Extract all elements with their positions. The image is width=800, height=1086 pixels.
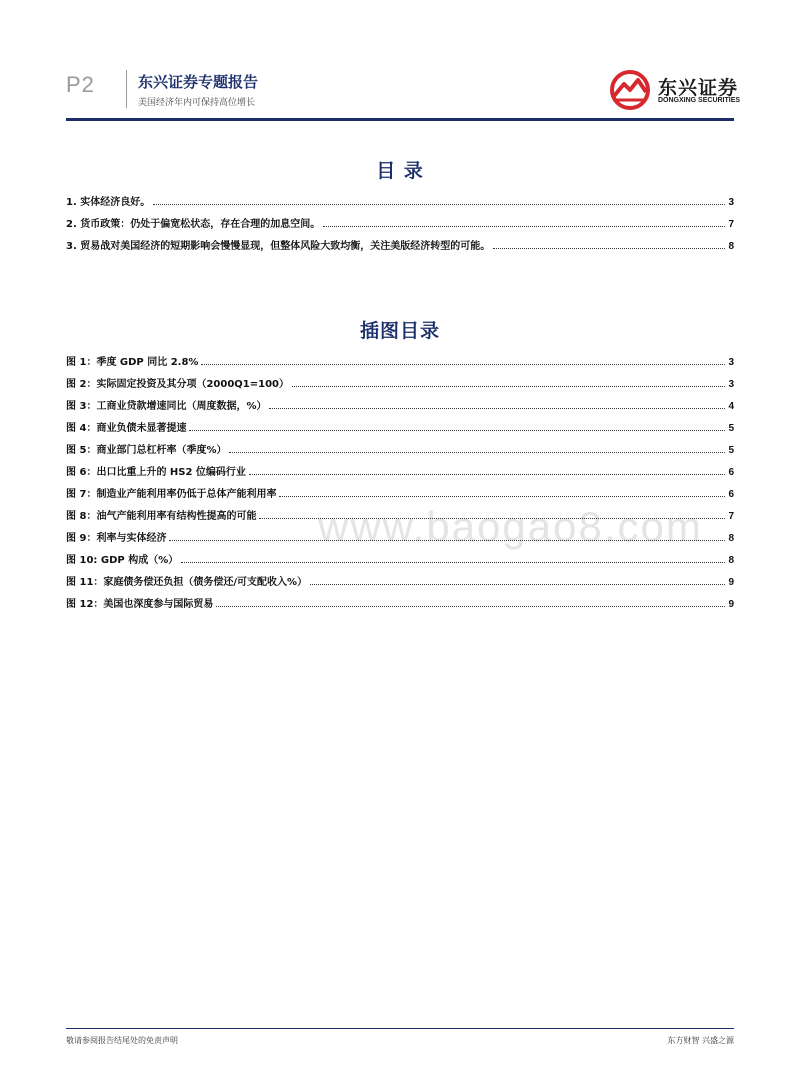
figure-item-page: 8 xyxy=(728,555,734,566)
figure-item[interactable] xyxy=(66,544,734,566)
figure-item-text: 图 11：家庭债务偿还负担（债务偿还/可支配收入%） xyxy=(66,577,308,588)
footer-slogan: 东方财智 兴盛之源 xyxy=(667,1036,734,1045)
figure-item-page: 5 xyxy=(728,423,734,434)
toc-item-text: 3. 贸易战对美国经济的短期影响会慢慢显现，但整体风险大致均衡，关注美版经济转型的可能。 xyxy=(66,241,491,252)
toc-item-text: 1. 实体经济良好。 xyxy=(66,197,151,208)
toc-leader xyxy=(279,496,725,497)
toc-leader xyxy=(249,474,726,475)
figure-item-text: 图 4：商业负债未显著提速 xyxy=(66,423,187,434)
figure-item-page: 3 xyxy=(728,379,734,390)
figures-list xyxy=(66,346,734,610)
toc-leader xyxy=(292,386,725,387)
company-logo xyxy=(608,70,741,110)
figure-item[interactable] xyxy=(66,390,734,412)
figure-item[interactable] xyxy=(66,456,734,478)
toc-item-page: 8 xyxy=(728,241,734,252)
report-subtitle: 美国经济年内可保持高位增长 xyxy=(138,98,256,108)
toc-leader xyxy=(201,364,725,365)
figure-item-page: 7 xyxy=(728,511,734,522)
page-header xyxy=(0,0,800,125)
logo-mark-icon xyxy=(608,70,652,110)
header-divider xyxy=(126,70,127,108)
toc-leader xyxy=(181,562,725,563)
toc-leader xyxy=(189,430,725,431)
toc-leader xyxy=(269,408,725,409)
figure-item-page: 8 xyxy=(728,533,734,544)
figure-item-text: 图 3：工商业贷款增速同比（周度数据，%） xyxy=(66,401,267,412)
figure-item[interactable] xyxy=(66,500,734,522)
toc-leader xyxy=(153,204,725,205)
figure-item-text: 图 12：美国也深度参与国际贸易 xyxy=(66,599,214,610)
toc-leader xyxy=(323,226,725,227)
figure-item[interactable] xyxy=(66,434,734,456)
toc-leader xyxy=(229,452,725,453)
figure-item-text: 图 10: GDP 构成（%） xyxy=(66,555,179,566)
figures-title: 插图目录 xyxy=(359,320,440,342)
toc-leader xyxy=(216,606,725,607)
toc-item-page: 7 xyxy=(728,219,734,230)
toc-item-page: 3 xyxy=(728,197,734,208)
figure-item[interactable] xyxy=(66,588,734,610)
page-number: P2 xyxy=(66,72,95,97)
toc-item-text: 2. 货币政策：仍处于偏宽松状态，存在合理的加息空间。 xyxy=(66,219,321,230)
toc-item[interactable] xyxy=(66,230,734,252)
figure-item-page: 3 xyxy=(728,357,734,368)
toc-leader xyxy=(493,248,725,249)
figure-item-page: 4 xyxy=(728,401,734,412)
toc-leader xyxy=(259,518,725,519)
figure-item-text: 图 8：油气产能利用率有结构性提高的可能 xyxy=(66,511,257,522)
footer-disclaimer: 敬请参阅报告结尾处的免责声明 xyxy=(66,1036,178,1045)
figure-item-text: 图 6：出口比重上升的 HS2 位编码行业 xyxy=(66,467,246,478)
logo-text-en: DONGXING SECURITIES xyxy=(658,97,741,104)
figure-item[interactable] xyxy=(66,346,734,368)
toc-leader xyxy=(169,540,725,541)
figure-item[interactable] xyxy=(66,566,734,588)
figure-item-page: 6 xyxy=(728,489,734,500)
figure-item[interactable] xyxy=(66,368,734,390)
figure-item-text: 图 5：商业部门总杠杆率（季度%） xyxy=(66,445,227,456)
figure-item[interactable] xyxy=(66,478,734,500)
toc-item[interactable] xyxy=(66,186,734,208)
figure-item-page: 5 xyxy=(728,445,734,456)
figure-item-page: 6 xyxy=(728,467,734,478)
toc-leader xyxy=(310,584,725,585)
figure-item-text: 图 9：利率与实体经济 xyxy=(66,533,167,544)
toc-item[interactable] xyxy=(66,208,734,230)
figure-item[interactable] xyxy=(66,522,734,544)
report-title: 东兴证券专题报告 xyxy=(138,73,259,91)
toc-list xyxy=(66,186,734,252)
figure-item-page: 9 xyxy=(728,599,734,610)
logo-text-cn: 东兴证券 xyxy=(658,77,739,99)
figure-item-text: 图 2：实际固定投资及其分项（2000Q1=100） xyxy=(66,379,289,390)
toc-title: 目 录 xyxy=(376,160,424,182)
figure-item[interactable] xyxy=(66,412,734,434)
figure-item-text: 图 7：制造业产能利用率仍低于总体产能利用率 xyxy=(66,489,277,500)
footer-rule xyxy=(66,1028,734,1029)
watermark: www.baogao8.com xyxy=(318,503,703,550)
header-rule xyxy=(66,118,734,121)
figure-item-page: 9 xyxy=(728,577,734,588)
figure-item-text: 图 1：季度 GDP 同比 2.8% xyxy=(66,357,199,368)
